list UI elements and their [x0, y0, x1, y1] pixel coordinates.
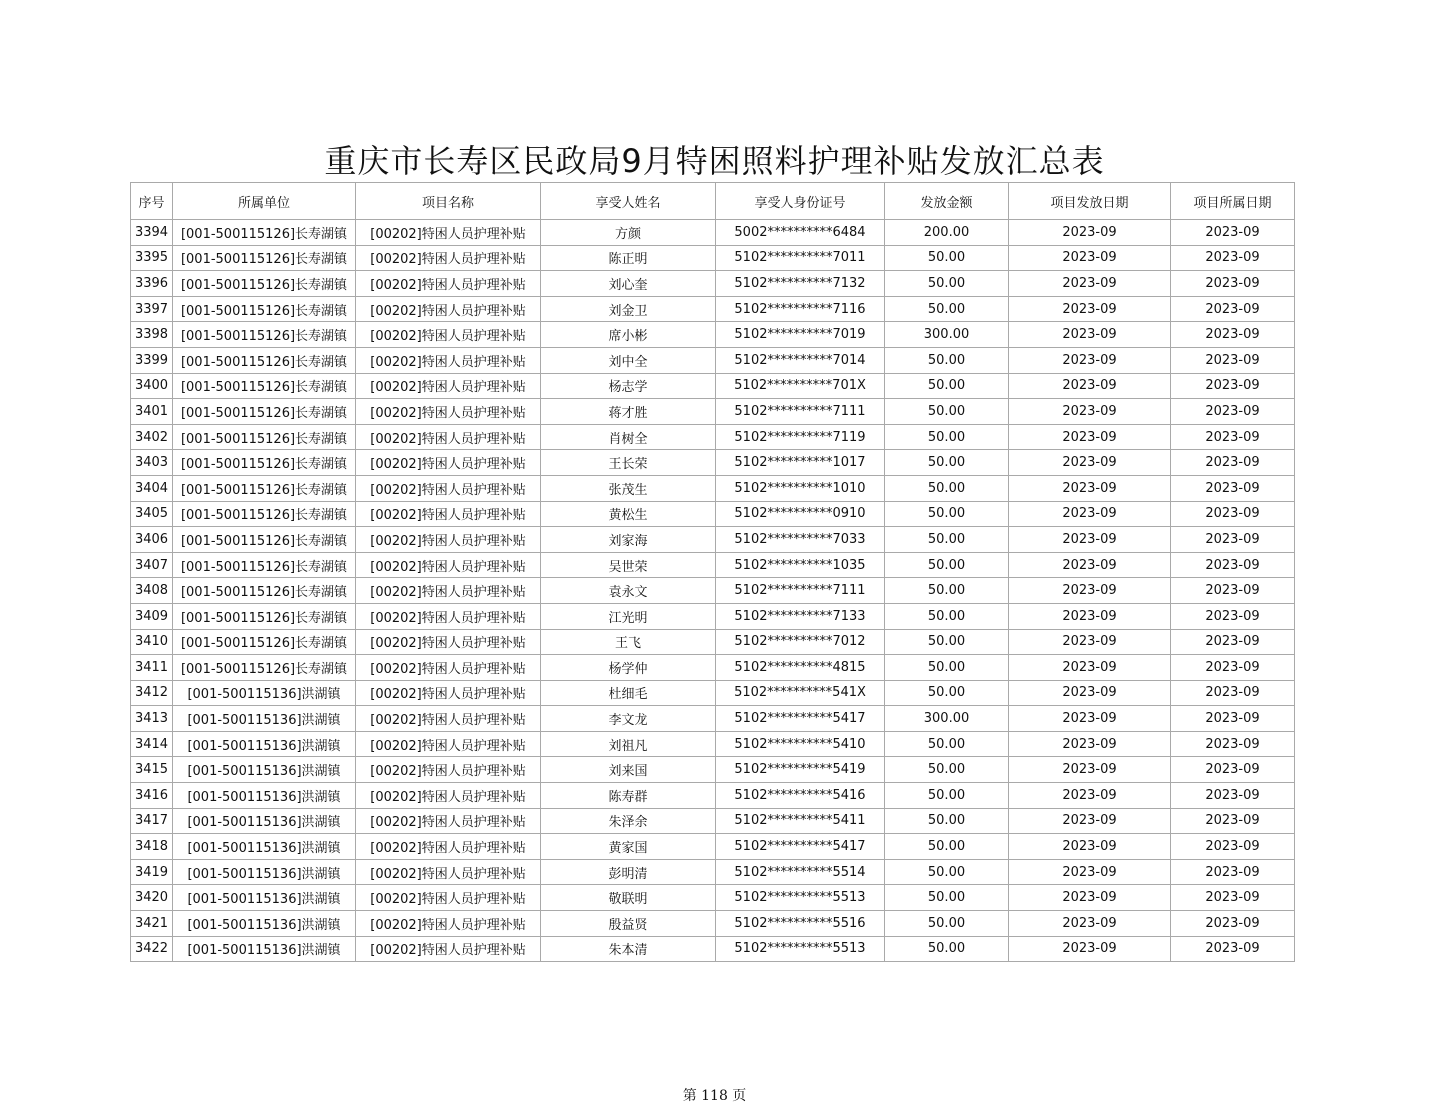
table-row	[131, 757, 1295, 783]
cell-amount: 50.00	[885, 834, 1009, 860]
cell-name: 席小彬	[541, 322, 716, 348]
cell-id-number: 5102**********7033	[716, 527, 885, 553]
cell-name: 刘金卫	[541, 296, 716, 322]
header-id-number: 享受人身份证号	[716, 183, 885, 220]
cell-period-date: 2023-09	[1171, 859, 1295, 885]
cell-id-number: 5102**********541X	[716, 680, 885, 706]
cell-period-date: 2023-09	[1171, 911, 1295, 937]
table-row	[131, 706, 1295, 732]
cell-period-date: 2023-09	[1171, 373, 1295, 399]
cell-amount: 50.00	[885, 552, 1009, 578]
cell-amount: 300.00	[885, 322, 1009, 348]
cell-name: 张茂生	[541, 475, 716, 501]
cell-issue-date: 2023-09	[1009, 450, 1171, 476]
cell-seq: 3410	[131, 629, 173, 655]
cell-issue-date: 2023-09	[1009, 527, 1171, 553]
cell-period-date: 2023-09	[1171, 936, 1295, 962]
cell-id-number: 5002**********6484	[716, 220, 885, 246]
cell-period-date: 2023-09	[1171, 450, 1295, 476]
cell-name: 杨学仲	[541, 655, 716, 681]
cell-period-date: 2023-09	[1171, 808, 1295, 834]
page-title: 重庆市长寿区民政局9月特困照料护理补贴发放汇总表	[324, 142, 1105, 180]
cell-seq: 3422	[131, 936, 173, 962]
cell-unit: [001-500115126]长寿湖镇	[173, 296, 356, 322]
table-row	[131, 501, 1295, 527]
cell-issue-date: 2023-09	[1009, 706, 1171, 732]
header-name: 享受人姓名	[541, 183, 716, 220]
table-row	[131, 911, 1295, 937]
cell-name: 黄家国	[541, 834, 716, 860]
cell-id-number: 5102**********7111	[716, 578, 885, 604]
header-seq: 序号	[131, 183, 173, 220]
cell-unit: [001-500115126]长寿湖镇	[173, 501, 356, 527]
cell-seq: 3397	[131, 296, 173, 322]
cell-project: [00202]特困人员护理补贴	[356, 757, 541, 783]
cell-period-date: 2023-09	[1171, 655, 1295, 681]
cell-period-date: 2023-09	[1171, 347, 1295, 373]
header-amount: 发放金额	[885, 183, 1009, 220]
cell-name: 王长荣	[541, 450, 716, 476]
cell-issue-date: 2023-09	[1009, 220, 1171, 246]
cell-issue-date: 2023-09	[1009, 322, 1171, 348]
cell-issue-date: 2023-09	[1009, 552, 1171, 578]
cell-unit: [001-500115126]长寿湖镇	[173, 629, 356, 655]
cell-name: 敬联明	[541, 885, 716, 911]
cell-seq: 3400	[131, 373, 173, 399]
table-row	[131, 322, 1295, 348]
cell-period-date: 2023-09	[1171, 629, 1295, 655]
cell-period-date: 2023-09	[1171, 552, 1295, 578]
cell-unit: [001-500115126]长寿湖镇	[173, 424, 356, 450]
cell-project: [00202]特困人员护理补贴	[356, 603, 541, 629]
cell-amount: 50.00	[885, 680, 1009, 706]
cell-seq: 3419	[131, 859, 173, 885]
cell-name: 彭明清	[541, 859, 716, 885]
table-row	[131, 271, 1295, 297]
table-row	[131, 859, 1295, 885]
cell-seq: 3404	[131, 475, 173, 501]
table-row	[131, 834, 1295, 860]
cell-unit: [001-500115136]洪湖镇	[173, 859, 356, 885]
cell-amount: 50.00	[885, 655, 1009, 681]
cell-period-date: 2023-09	[1171, 680, 1295, 706]
cell-seq: 3417	[131, 808, 173, 834]
cell-issue-date: 2023-09	[1009, 655, 1171, 681]
table-row	[131, 936, 1295, 962]
cell-name: 刘家海	[541, 527, 716, 553]
cell-seq: 3409	[131, 603, 173, 629]
table-row	[131, 578, 1295, 604]
cell-unit: [001-500115136]洪湖镇	[173, 911, 356, 937]
cell-id-number: 5102**********7133	[716, 603, 885, 629]
cell-period-date: 2023-09	[1171, 245, 1295, 271]
cell-seq: 3398	[131, 322, 173, 348]
cell-amount: 50.00	[885, 527, 1009, 553]
cell-unit: [001-500115126]长寿湖镇	[173, 347, 356, 373]
cell-amount: 50.00	[885, 757, 1009, 783]
cell-issue-date: 2023-09	[1009, 808, 1171, 834]
table-row	[131, 424, 1295, 450]
cell-issue-date: 2023-09	[1009, 373, 1171, 399]
table-row	[131, 220, 1295, 246]
cell-name: 黄松生	[541, 501, 716, 527]
cell-amount: 50.00	[885, 629, 1009, 655]
cell-unit: [001-500115136]洪湖镇	[173, 808, 356, 834]
cell-unit: [001-500115126]长寿湖镇	[173, 271, 356, 297]
cell-id-number: 5102**********0910	[716, 501, 885, 527]
cell-name: 李文龙	[541, 706, 716, 732]
table-row	[131, 629, 1295, 655]
cell-id-number: 5102**********7011	[716, 245, 885, 271]
cell-amount: 50.00	[885, 450, 1009, 476]
cell-amount: 50.00	[885, 373, 1009, 399]
cell-unit: [001-500115136]洪湖镇	[173, 706, 356, 732]
table-row	[131, 731, 1295, 757]
cell-seq: 3414	[131, 731, 173, 757]
cell-id-number: 5102**********7119	[716, 424, 885, 450]
cell-amount: 50.00	[885, 475, 1009, 501]
cell-unit: [001-500115126]长寿湖镇	[173, 373, 356, 399]
cell-seq: 3411	[131, 655, 173, 681]
cell-amount: 200.00	[885, 220, 1009, 246]
cell-unit: [001-500115126]长寿湖镇	[173, 475, 356, 501]
cell-project: [00202]特困人员护理补贴	[356, 680, 541, 706]
cell-unit: [001-500115126]长寿湖镇	[173, 245, 356, 271]
table-row	[131, 783, 1295, 809]
cell-amount: 50.00	[885, 859, 1009, 885]
cell-seq: 3394	[131, 220, 173, 246]
table-row	[131, 680, 1295, 706]
cell-seq: 3407	[131, 552, 173, 578]
cell-name: 吴世荣	[541, 552, 716, 578]
cell-id-number: 5102**********7111	[716, 399, 885, 425]
cell-name: 陈正明	[541, 245, 716, 271]
cell-name: 刘心奎	[541, 271, 716, 297]
cell-issue-date: 2023-09	[1009, 757, 1171, 783]
cell-project: [00202]特困人员护理补贴	[356, 399, 541, 425]
cell-project: [00202]特困人员护理补贴	[356, 501, 541, 527]
table-row	[131, 399, 1295, 425]
cell-id-number: 5102**********701X	[716, 373, 885, 399]
cell-project: [00202]特困人员护理补贴	[356, 552, 541, 578]
header-period-date: 项目所属日期	[1171, 183, 1295, 220]
cell-amount: 50.00	[885, 501, 1009, 527]
cell-seq: 3403	[131, 450, 173, 476]
cell-period-date: 2023-09	[1171, 603, 1295, 629]
cell-unit: [001-500115126]长寿湖镇	[173, 399, 356, 425]
cell-period-date: 2023-09	[1171, 731, 1295, 757]
cell-unit: [001-500115136]洪湖镇	[173, 936, 356, 962]
cell-name: 江光明	[541, 603, 716, 629]
cell-id-number: 5102**********1035	[716, 552, 885, 578]
cell-seq: 3408	[131, 578, 173, 604]
cell-id-number: 5102**********1017	[716, 450, 885, 476]
table-row	[131, 527, 1295, 553]
cell-project: [00202]特困人员护理补贴	[356, 731, 541, 757]
cell-name: 肖树全	[541, 424, 716, 450]
cell-project: [00202]特困人员护理补贴	[356, 424, 541, 450]
cell-id-number: 5102**********5514	[716, 859, 885, 885]
cell-issue-date: 2023-09	[1009, 731, 1171, 757]
cell-amount: 50.00	[885, 603, 1009, 629]
cell-seq: 3402	[131, 424, 173, 450]
table-row	[131, 655, 1295, 681]
cell-id-number: 5102**********5417	[716, 706, 885, 732]
cell-project: [00202]特困人员护理补贴	[356, 783, 541, 809]
cell-unit: [001-500115126]长寿湖镇	[173, 552, 356, 578]
cell-amount: 50.00	[885, 808, 1009, 834]
cell-name: 刘祖凡	[541, 731, 716, 757]
cell-project: [00202]特困人员护理补贴	[356, 475, 541, 501]
cell-project: [00202]特困人员护理补贴	[356, 347, 541, 373]
cell-id-number: 5102**********7012	[716, 629, 885, 655]
cell-id-number: 5102**********4815	[716, 655, 885, 681]
cell-issue-date: 2023-09	[1009, 911, 1171, 937]
cell-name: 王飞	[541, 629, 716, 655]
header-issue-date: 项目发放日期	[1009, 183, 1171, 220]
cell-unit: [001-500115126]长寿湖镇	[173, 578, 356, 604]
table-row	[131, 450, 1295, 476]
cell-name: 方颜	[541, 220, 716, 246]
cell-issue-date: 2023-09	[1009, 475, 1171, 501]
cell-amount: 50.00	[885, 885, 1009, 911]
cell-amount: 50.00	[885, 347, 1009, 373]
cell-issue-date: 2023-09	[1009, 936, 1171, 962]
cell-id-number: 5102**********5416	[716, 783, 885, 809]
cell-issue-date: 2023-09	[1009, 783, 1171, 809]
cell-amount: 50.00	[885, 911, 1009, 937]
cell-amount: 50.00	[885, 399, 1009, 425]
cell-project: [00202]特困人员护理补贴	[356, 450, 541, 476]
cell-id-number: 5102**********5419	[716, 757, 885, 783]
cell-id-number: 5102**********7019	[716, 322, 885, 348]
cell-period-date: 2023-09	[1171, 220, 1295, 246]
cell-id-number: 5102**********5410	[716, 731, 885, 757]
cell-unit: [001-500115136]洪湖镇	[173, 731, 356, 757]
cell-issue-date: 2023-09	[1009, 296, 1171, 322]
cell-amount: 50.00	[885, 731, 1009, 757]
cell-amount: 50.00	[885, 245, 1009, 271]
cell-period-date: 2023-09	[1171, 578, 1295, 604]
cell-period-date: 2023-09	[1171, 885, 1295, 911]
cell-period-date: 2023-09	[1171, 834, 1295, 860]
cell-name: 殷益贤	[541, 911, 716, 937]
cell-name: 蒋才胜	[541, 399, 716, 425]
cell-project: [00202]特困人员护理补贴	[356, 373, 541, 399]
cell-project: [00202]特困人员护理补贴	[356, 296, 541, 322]
cell-issue-date: 2023-09	[1009, 859, 1171, 885]
cell-issue-date: 2023-09	[1009, 245, 1171, 271]
cell-issue-date: 2023-09	[1009, 424, 1171, 450]
cell-period-date: 2023-09	[1171, 296, 1295, 322]
table-row	[131, 475, 1295, 501]
cell-unit: [001-500115136]洪湖镇	[173, 885, 356, 911]
cell-id-number: 5102**********7132	[716, 271, 885, 297]
cell-seq: 3415	[131, 757, 173, 783]
cell-id-number: 5102**********7014	[716, 347, 885, 373]
cell-period-date: 2023-09	[1171, 501, 1295, 527]
cell-period-date: 2023-09	[1171, 399, 1295, 425]
cell-name: 朱本清	[541, 936, 716, 962]
cell-seq: 3395	[131, 245, 173, 271]
cell-project: [00202]特困人员护理补贴	[356, 245, 541, 271]
cell-amount: 50.00	[885, 296, 1009, 322]
header-project: 项目名称	[356, 183, 541, 220]
table-row	[131, 347, 1295, 373]
table-row	[131, 603, 1295, 629]
cell-project: [00202]特困人员护理补贴	[356, 220, 541, 246]
cell-unit: [001-500115126]长寿湖镇	[173, 603, 356, 629]
cell-project: [00202]特困人员护理补贴	[356, 834, 541, 860]
cell-seq: 3401	[131, 399, 173, 425]
cell-unit: [001-500115136]洪湖镇	[173, 783, 356, 809]
cell-seq: 3421	[131, 911, 173, 937]
cell-id-number: 5102**********5513	[716, 885, 885, 911]
cell-project: [00202]特困人员护理补贴	[356, 911, 541, 937]
cell-project: [00202]特困人员护理补贴	[356, 655, 541, 681]
cell-unit: [001-500115126]长寿湖镇	[173, 322, 356, 348]
cell-period-date: 2023-09	[1171, 527, 1295, 553]
cell-seq: 3413	[131, 706, 173, 732]
cell-unit: [001-500115126]长寿湖镇	[173, 220, 356, 246]
cell-project: [00202]特困人员护理补贴	[356, 527, 541, 553]
cell-unit: [001-500115126]长寿湖镇	[173, 450, 356, 476]
cell-seq: 3405	[131, 501, 173, 527]
cell-id-number: 5102**********5411	[716, 808, 885, 834]
cell-name: 杨志学	[541, 373, 716, 399]
cell-period-date: 2023-09	[1171, 475, 1295, 501]
table-row	[131, 885, 1295, 911]
cell-seq: 3418	[131, 834, 173, 860]
cell-seq: 3420	[131, 885, 173, 911]
cell-project: [00202]特困人员护理补贴	[356, 936, 541, 962]
cell-issue-date: 2023-09	[1009, 578, 1171, 604]
cell-amount: 50.00	[885, 271, 1009, 297]
cell-issue-date: 2023-09	[1009, 834, 1171, 860]
cell-unit: [001-500115126]长寿湖镇	[173, 655, 356, 681]
table-body	[131, 220, 1295, 962]
cell-issue-date: 2023-09	[1009, 347, 1171, 373]
cell-name: 袁永文	[541, 578, 716, 604]
cell-issue-date: 2023-09	[1009, 680, 1171, 706]
header-unit: 所属单位	[173, 183, 356, 220]
cell-id-number: 5102**********5417	[716, 834, 885, 860]
cell-project: [00202]特困人员护理补贴	[356, 885, 541, 911]
cell-unit: [001-500115136]洪湖镇	[173, 834, 356, 860]
cell-period-date: 2023-09	[1171, 783, 1295, 809]
cell-name: 刘中全	[541, 347, 716, 373]
cell-project: [00202]特困人员护理补贴	[356, 859, 541, 885]
cell-amount: 50.00	[885, 578, 1009, 604]
cell-amount: 50.00	[885, 783, 1009, 809]
cell-issue-date: 2023-09	[1009, 399, 1171, 425]
cell-seq: 3399	[131, 347, 173, 373]
cell-id-number: 5102**********7116	[716, 296, 885, 322]
cell-project: [00202]特困人员护理补贴	[356, 808, 541, 834]
cell-unit: [001-500115136]洪湖镇	[173, 680, 356, 706]
cell-period-date: 2023-09	[1171, 322, 1295, 348]
cell-issue-date: 2023-09	[1009, 885, 1171, 911]
cell-name: 朱泽余	[541, 808, 716, 834]
table-row	[131, 245, 1295, 271]
cell-name: 陈寿群	[541, 783, 716, 809]
table-header-row	[131, 183, 1295, 220]
cell-period-date: 2023-09	[1171, 757, 1295, 783]
table-row	[131, 296, 1295, 322]
cell-seq: 3396	[131, 271, 173, 297]
cell-period-date: 2023-09	[1171, 706, 1295, 732]
page-number: 第 118 页	[682, 1088, 747, 1104]
cell-amount: 50.00	[885, 424, 1009, 450]
cell-amount: 300.00	[885, 706, 1009, 732]
table-row	[131, 552, 1295, 578]
cell-project: [00202]特困人员护理补贴	[356, 578, 541, 604]
cell-id-number: 5102**********1010	[716, 475, 885, 501]
cell-issue-date: 2023-09	[1009, 501, 1171, 527]
cell-project: [00202]特困人员护理补贴	[356, 706, 541, 732]
cell-amount: 50.00	[885, 936, 1009, 962]
cell-issue-date: 2023-09	[1009, 629, 1171, 655]
cell-issue-date: 2023-09	[1009, 603, 1171, 629]
cell-project: [00202]特困人员护理补贴	[356, 271, 541, 297]
cell-name: 刘来国	[541, 757, 716, 783]
cell-seq: 3412	[131, 680, 173, 706]
cell-project: [00202]特困人员护理补贴	[356, 322, 541, 348]
cell-issue-date: 2023-09	[1009, 271, 1171, 297]
cell-seq: 3406	[131, 527, 173, 553]
cell-name: 杜细毛	[541, 680, 716, 706]
cell-seq: 3416	[131, 783, 173, 809]
cell-project: [00202]特困人员护理补贴	[356, 629, 541, 655]
cell-id-number: 5102**********5516	[716, 911, 885, 937]
cell-unit: [001-500115136]洪湖镇	[173, 757, 356, 783]
cell-unit: [001-500115126]长寿湖镇	[173, 527, 356, 553]
table-row	[131, 808, 1295, 834]
cell-period-date: 2023-09	[1171, 424, 1295, 450]
subsidy-table	[130, 182, 1295, 962]
cell-id-number: 5102**********5513	[716, 936, 885, 962]
table-row	[131, 373, 1295, 399]
cell-period-date: 2023-09	[1171, 271, 1295, 297]
